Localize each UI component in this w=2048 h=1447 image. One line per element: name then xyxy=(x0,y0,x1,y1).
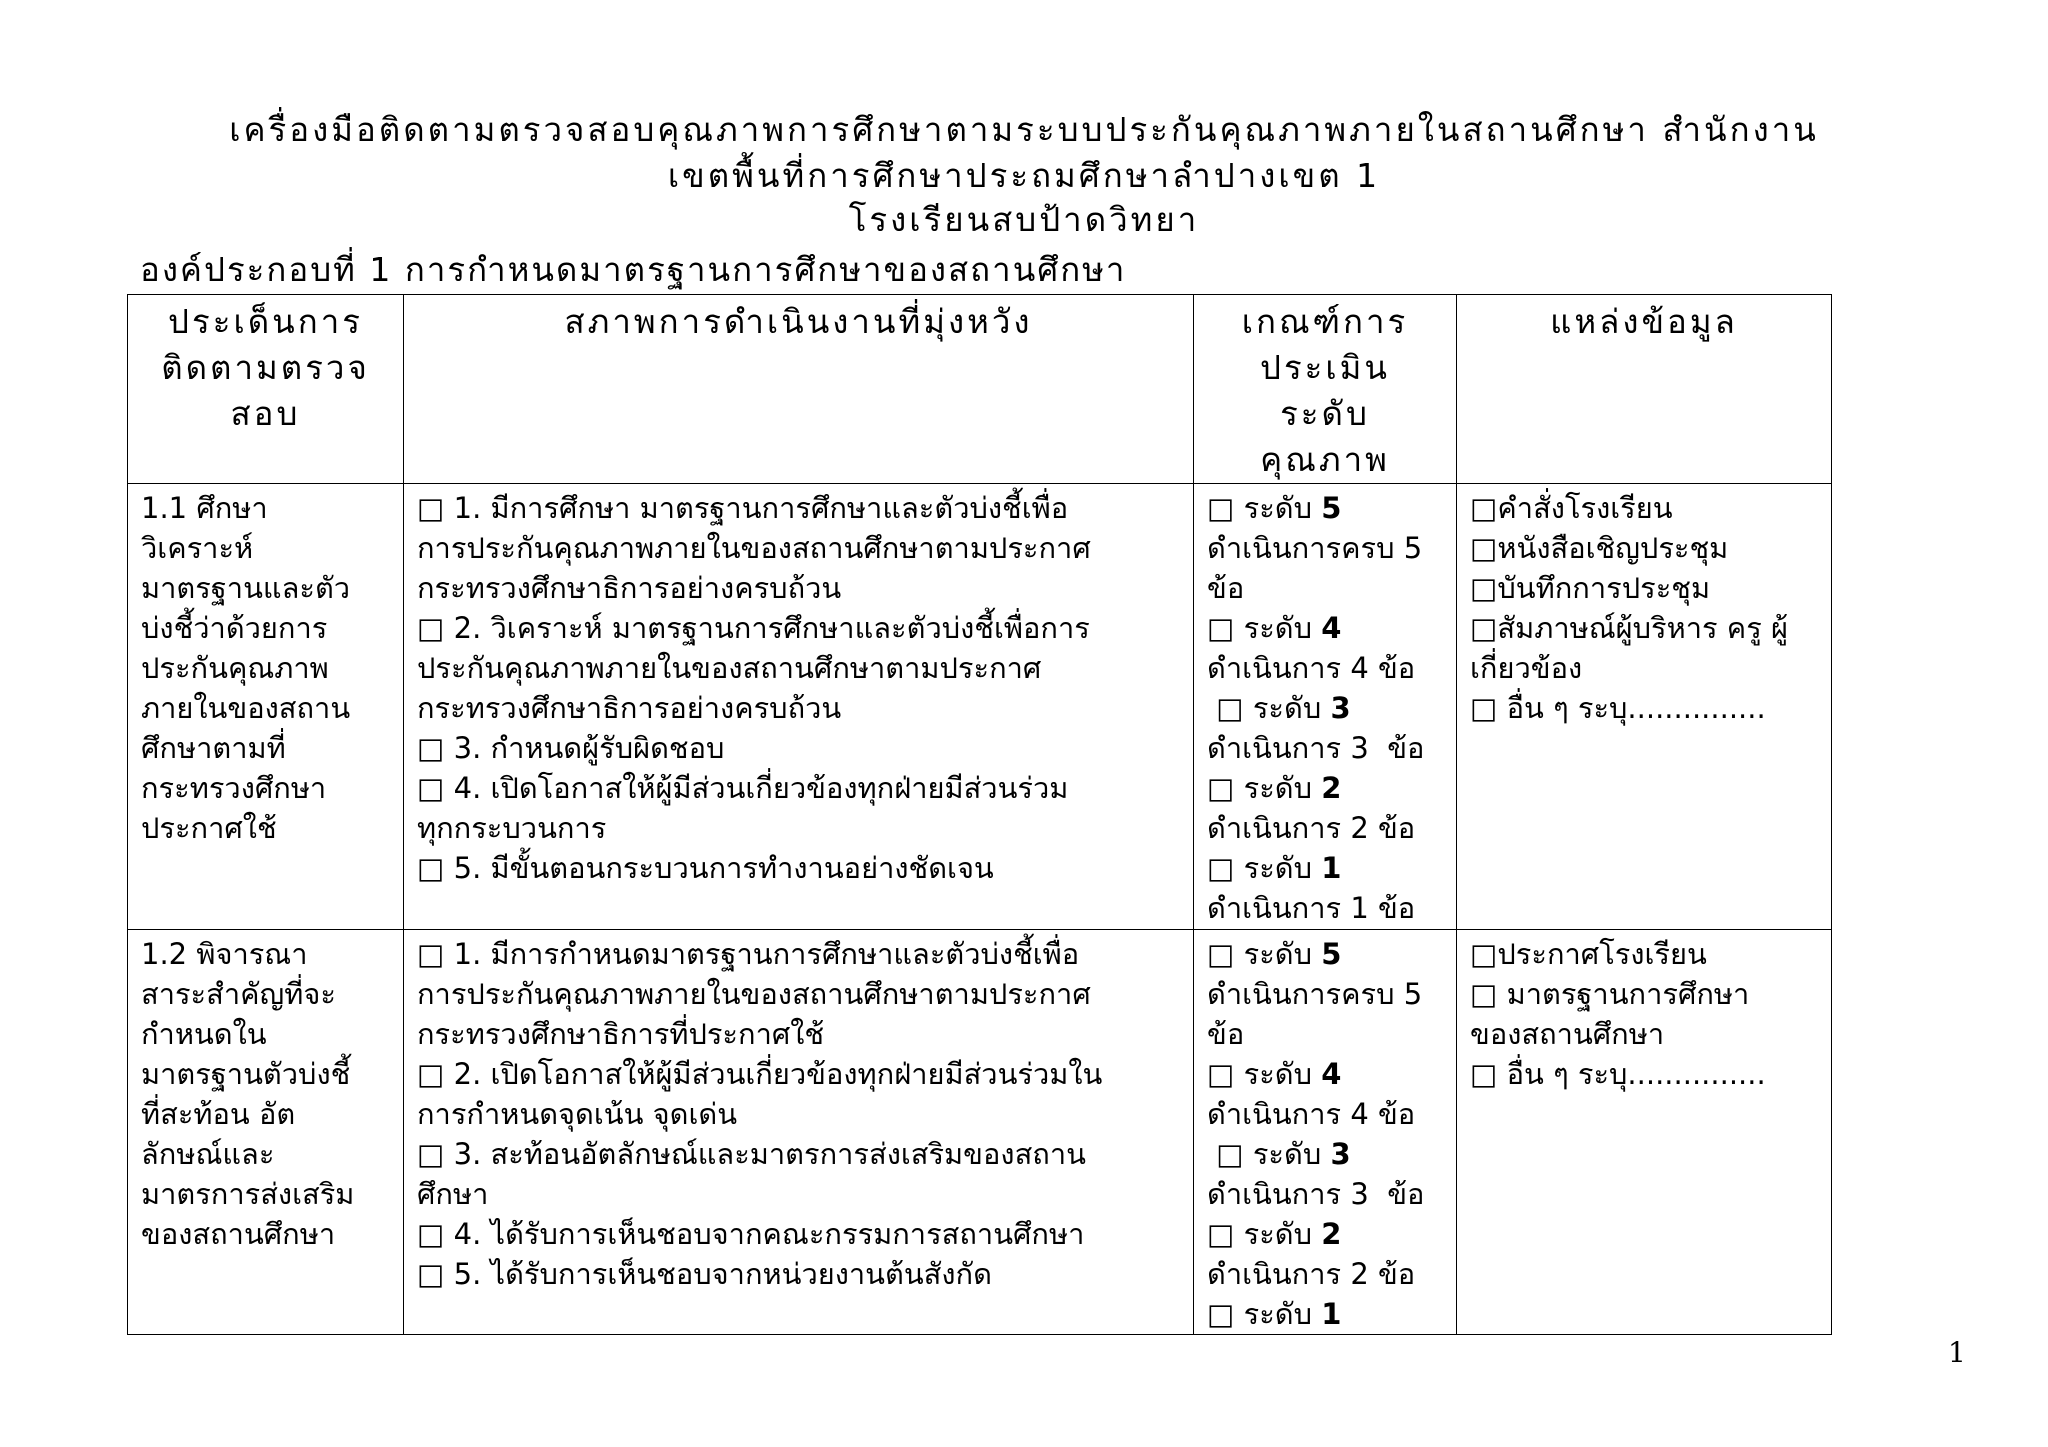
criteria-level-number: 1 xyxy=(1321,851,1342,885)
issue-line: ลักษณ์และ xyxy=(141,1137,275,1171)
criteria-label: □ ระดับ xyxy=(1207,851,1322,885)
expected-line: กระทรวงศึกษาธิการอย่างครบถ้วน xyxy=(417,571,842,605)
criteria-label: □ ระดับ xyxy=(1207,771,1322,805)
expected-line: □ 1. มีการกำหนดมาตรฐานการศึกษาและตัวบ่งชี้เพื่อ xyxy=(417,937,1080,971)
criteria-line xyxy=(1207,568,1446,608)
issue-cell xyxy=(128,930,404,1335)
criteria-line xyxy=(1207,1214,1446,1254)
criteria-level-number: 2 xyxy=(1321,771,1342,805)
component-title: องค์ประกอบที่ 1 การกำหนดมาตรฐานการศึกษาของสถานศึกษา xyxy=(140,250,1127,289)
criteria-label: ดำเนินการ 4 ข้อ xyxy=(1207,1097,1416,1131)
criteria-level-number: 3 xyxy=(1330,1137,1351,1171)
criteria-label: □ ระดับ xyxy=(1207,937,1322,971)
issue-line: 1.2 พิจารณา xyxy=(141,937,308,971)
criteria-line xyxy=(1207,1174,1446,1214)
criteria-level-number: 4 xyxy=(1321,611,1342,645)
issue-line: ที่สะท้อน อัต xyxy=(141,1097,296,1131)
expected-line: □ 2. วิเคราะห์ มาตรฐานการศึกษาและตัวบ่งชี้เพื่อการ xyxy=(417,611,1090,645)
issue-line: ของสถานศึกษา xyxy=(141,1217,336,1251)
header-expected: สภาพการดำเนินงานที่มุ่งหวัง xyxy=(404,295,1194,484)
expected-line: กระทรวงศึกษาธิการอย่างครบถ้วน xyxy=(417,691,842,725)
criteria-line xyxy=(1207,1054,1446,1094)
expected-line: □ 3. กำหนดผู้รับผิดชอบ xyxy=(417,731,725,765)
expected-line: □ 2. เปิดโอกาสให้ผู้มีส่วนเกี่ยวข้องทุกฝ่ายมีส่วนร่วมใน xyxy=(417,1057,1103,1091)
source-line: □ อื่น ๆ ระบุ............... xyxy=(1470,691,1766,725)
assessment-table xyxy=(127,294,1832,1335)
criteria-line xyxy=(1207,608,1446,648)
expected-line: □ 4. เปิดโอกาสให้ผู้มีส่วนเกี่ยวข้องทุกฝ่ายมีส่วนร่วม xyxy=(417,771,1069,805)
expected-line: การประกันคุณภาพภายในของสถานศึกษาตามประกาศ xyxy=(417,531,1091,565)
criteria-label: ดำเนินการ 3 ข้อ xyxy=(1207,1177,1425,1211)
expected-line: □ 5. มีขั้นตอนกระบวนการทำงานอย่างชัดเจน xyxy=(417,851,994,885)
criteria-label: □ ระดับ xyxy=(1207,1297,1322,1331)
criteria-label: ดำเนินการ 2 ข้อ xyxy=(1207,811,1416,845)
criteria-line xyxy=(1207,648,1446,688)
issue-line: สาระสำคัญที่จะ xyxy=(141,977,336,1011)
school-name: โรงเรียนสบป้าดวิทยา xyxy=(848,200,1200,239)
issue-line: ประกาศใช้ xyxy=(141,811,277,845)
criteria-line xyxy=(1207,1254,1446,1294)
expected-cell xyxy=(404,484,1194,930)
table-row xyxy=(128,930,1832,1335)
criteria-label: □ ระดับ xyxy=(1207,691,1331,725)
source-line: □คำสั่งโรงเรียน xyxy=(1470,491,1673,525)
criteria-line xyxy=(1207,768,1446,808)
source-line: ของสถานศึกษา xyxy=(1470,1017,1665,1051)
criteria-line xyxy=(1207,974,1446,1014)
criteria-label: ดำเนินการ 4 ข้อ xyxy=(1207,651,1416,685)
criteria-level-number: 2 xyxy=(1321,1217,1342,1251)
document-title-line-2: เขตพื้นที่การศึกษาประถมศึกษาลำปางเขต 1 xyxy=(667,156,1381,195)
expected-line: □ 5. ได้รับการเห็นชอบจากหน่วยงานต้นสังกัด xyxy=(417,1257,992,1291)
header-issue: ประเด็นการ ติดตามตรวจ สอบ xyxy=(128,295,404,484)
criteria-label: ข้อ xyxy=(1207,571,1245,605)
issue-line: บ่งชี้ว่าด้วยการ xyxy=(141,611,328,645)
criteria-line xyxy=(1207,1294,1446,1334)
criteria-line xyxy=(1207,688,1446,728)
expected-line: □ 1. มีการศึกษา มาตรฐานการศึกษาและตัวบ่งชี้เพื่อ xyxy=(417,491,1069,525)
criteria-cell xyxy=(1194,930,1457,1335)
issue-cell xyxy=(128,484,404,930)
table-header-row xyxy=(128,295,1832,484)
expected-line: ศึกษา xyxy=(417,1177,489,1211)
criteria-label: ข้อ xyxy=(1207,1017,1245,1051)
issue-line: กระทรวงศึกษา xyxy=(141,771,327,805)
issue-line: มาตรฐานและตัว xyxy=(141,571,351,605)
criteria-line xyxy=(1207,728,1446,768)
expected-line: การกำหนดจุดเน้น จุดเด่น xyxy=(417,1097,738,1131)
source-line: □ประกาศโรงเรียน xyxy=(1470,937,1707,971)
issue-line: 1.1 ศึกษา xyxy=(141,491,268,525)
criteria-level-number: 5 xyxy=(1321,937,1342,971)
sources-cell xyxy=(1457,484,1832,930)
issue-line: มาตรฐานตัวบ่งชี้ xyxy=(141,1057,351,1091)
source-line: □หนังสือเชิญประชุม xyxy=(1470,531,1729,565)
expected-cell xyxy=(404,930,1194,1335)
issue-line: กำหนดใน xyxy=(141,1017,267,1051)
criteria-label: □ ระดับ xyxy=(1207,611,1322,645)
issue-line: ประกันคุณภาพ xyxy=(141,651,329,685)
header-sources: แหล่งข้อมูล xyxy=(1457,295,1832,484)
document-title-line-1: เครื่องมือติดตามตรวจสอบคุณภาพการศึกษาตามระบบประกันคุณภาพภายในสถานศึกษา สำนักงาน xyxy=(229,110,1819,149)
expected-line: ทุกกระบวนการ xyxy=(417,811,607,845)
criteria-line xyxy=(1207,848,1446,888)
criteria-level-number: 1 xyxy=(1321,1297,1342,1331)
criteria-line xyxy=(1207,1094,1446,1134)
criteria-label: ดำเนินการ 3 ข้อ xyxy=(1207,731,1425,765)
table-row xyxy=(128,484,1832,930)
criteria-label: □ ระดับ xyxy=(1207,1057,1322,1091)
page-number: 1 xyxy=(1948,1336,1966,1369)
criteria-label: ดำเนินการครบ 5 xyxy=(1207,531,1423,565)
criteria-line xyxy=(1207,888,1446,928)
criteria-level-number: 5 xyxy=(1321,491,1342,525)
criteria-level-number: 3 xyxy=(1330,691,1351,725)
expected-line: □ 4. ได้รับการเห็นชอบจากคณะกรรมการสถานศึกษา xyxy=(417,1217,1085,1251)
issue-line: ศึกษาตามที่ xyxy=(141,731,286,765)
source-line: เกี่ยวข้อง xyxy=(1470,651,1583,685)
criteria-line xyxy=(1207,934,1446,974)
issue-line: มาตรการส่งเสริม xyxy=(141,1177,355,1211)
sources-cell xyxy=(1457,930,1832,1335)
criteria-line xyxy=(1207,808,1446,848)
source-line: □ อื่น ๆ ระบุ............... xyxy=(1470,1057,1766,1091)
expected-line: การประกันคุณภาพภายในของสถานศึกษาตามประกาศ xyxy=(417,977,1091,1011)
issue-line: ภายในของสถาน xyxy=(141,691,351,725)
criteria-cell xyxy=(1194,484,1457,930)
expected-line: ประกันคุณภาพภายในของสถานศึกษาตามประกาศ xyxy=(417,651,1042,685)
criteria-label: □ ระดับ xyxy=(1207,491,1322,525)
source-line: □สัมภาษณ์ผู้บริหาร ครู ผู้ xyxy=(1470,611,1788,645)
criteria-label: ดำเนินการ 1 ข้อ xyxy=(1207,891,1416,925)
header-criteria: เกณฑ์การ ประเมิน ระดับ คุณภาพ xyxy=(1194,295,1457,484)
source-line: □ มาตรฐานการศึกษา xyxy=(1470,977,1750,1011)
issue-line: วิเคราะห์ xyxy=(141,531,254,565)
expected-line: กระทรวงศึกษาธิการที่ประกาศใช้ xyxy=(417,1017,825,1051)
criteria-line xyxy=(1207,1134,1446,1174)
criteria-line xyxy=(1207,528,1446,568)
criteria-line xyxy=(1207,488,1446,528)
criteria-label: ดำเนินการ 2 ข้อ xyxy=(1207,1257,1416,1291)
criteria-line xyxy=(1207,1014,1446,1054)
criteria-label: ดำเนินการครบ 5 xyxy=(1207,977,1423,1011)
expected-line: □ 3. สะท้อนอัตลักษณ์และมาตรการส่งเสริมของสถาน xyxy=(417,1137,1086,1171)
criteria-label: □ ระดับ xyxy=(1207,1137,1331,1171)
criteria-level-number: 4 xyxy=(1321,1057,1342,1091)
source-line: □บันทึกการประชุม xyxy=(1470,571,1711,605)
criteria-label: □ ระดับ xyxy=(1207,1217,1322,1251)
